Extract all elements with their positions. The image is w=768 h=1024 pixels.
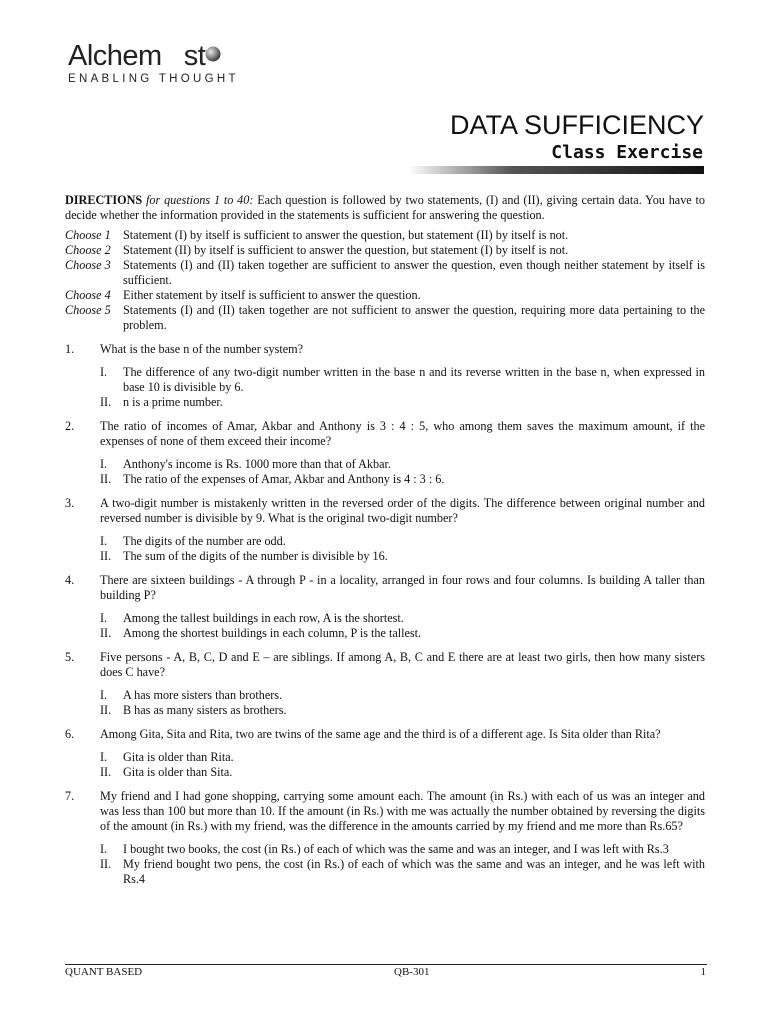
statement-text: B has as many sisters as brothers. — [123, 703, 287, 717]
directions-range: for questions 1 to 40: — [146, 193, 254, 207]
logo-tagline: ENABLING THOUGHT — [68, 73, 239, 85]
statement-text: I bought two books, the cost (in Rs.) of each of which was the same and was an integer, and I was left with Rs.3 — [123, 842, 669, 856]
statement-number: I. — [100, 611, 108, 625]
statement-number: I. — [100, 365, 108, 379]
statement-item — [100, 472, 705, 487]
choice-key: Choose 1 — [65, 228, 111, 242]
directions-text: Each question is followed by two statements, (I) and (II), giving certain data. You have to decide whether the information provided in the statements is sufficient for answering the question. — [65, 193, 705, 222]
choice-key: Choose 5 — [65, 303, 111, 317]
statement-list — [100, 750, 705, 780]
statement-number: I. — [100, 534, 108, 548]
statement-text: A has more sisters than brothers. — [123, 688, 283, 702]
question-text: A two-digit number is mistakenly written in the reversed order of the digits. The difference between original number and reversed number is divisible by 9. What is the original two-digit number? — [100, 496, 705, 525]
question-item — [65, 342, 705, 410]
logo-orb-icon — [205, 46, 221, 62]
question-number: 5. — [65, 650, 75, 664]
question-item — [65, 496, 705, 564]
statement-number: II. — [100, 395, 112, 409]
title-underline — [408, 166, 704, 174]
alchemist-logo — [68, 40, 258, 90]
choice-list — [65, 228, 705, 333]
statement-item — [100, 842, 705, 857]
statement-item — [100, 365, 705, 395]
statement-number: I. — [100, 688, 108, 702]
choice-item — [65, 258, 705, 288]
statement-text: The ratio of the expenses of Amar, Akbar and Anthony is 4 : 3 : 6. — [123, 472, 445, 486]
choice-item — [65, 228, 705, 243]
statement-number: II. — [100, 703, 112, 717]
statement-item — [100, 857, 705, 887]
statement-item — [100, 750, 705, 765]
page-subtitle: Class Exercise — [551, 142, 703, 163]
page-number: 1 — [700, 966, 706, 978]
page-title: DATA SUFFICIENCY — [449, 110, 704, 140]
statement-text: The difference of any two-digit number written in the base n and its reverse written in the base n, when expressed in base 10 is divisible by 6. — [123, 365, 705, 394]
question-item — [65, 573, 705, 641]
statement-item — [100, 765, 705, 780]
footer-divider — [65, 964, 707, 965]
question-number: 2. — [65, 419, 75, 433]
question-item — [65, 650, 705, 718]
question-number: 6. — [65, 727, 75, 741]
logo-word-right: st — [183, 40, 206, 72]
choice-text: Statement (II) by itself is sufficient to answer the question, but statement (I) by itself is not. — [123, 243, 569, 257]
statement-list — [100, 365, 705, 410]
question-text: The ratio of incomes of Amar, Akbar and Anthony is 3 : 4 : 5, who among them saves the maximum amount, if the expenses of none of them exceed their income? — [100, 419, 705, 448]
question-number: 7. — [65, 789, 75, 803]
question-number: 1. — [65, 342, 75, 356]
statement-item — [100, 626, 705, 641]
statement-number: I. — [100, 842, 108, 856]
question-text: Five persons - A, B, C, D and E – are siblings. If among A, B, C and E there are at least two girls, then how many sisters does C have? — [100, 650, 705, 679]
choice-text: Statement (I) by itself is sufficient to answer the question, but statement (II) by itself is not. — [123, 228, 569, 242]
statement-list — [100, 842, 705, 887]
choice-key: Choose 3 — [65, 258, 111, 272]
question-text: There are sixteen buildings - A through P - in a locality, arranged in four rows and four columns. Is building A taller than building P? — [100, 573, 705, 602]
statement-text: Among the shortest buildings in each column, P is the tallest. — [123, 626, 422, 640]
statement-item — [100, 395, 705, 410]
statement-text: My friend bought two pens, the cost (in Rs.) of each of which was the same and was an integer, and he was left with Rs.4 — [123, 857, 705, 886]
question-text: What is the base n of the number system? — [100, 342, 304, 356]
question-text: My friend and I had gone shopping, carrying some amount each. The amount (in Rs.) with each of us was an integer and was less than 100 but more than 10. If the amount (in Rs.) with me was actually the number obtained by reversing the digits of the amount (in Rs.) with my friend, was the difference in the amounts carried by my friend and me more than Rs.65? — [100, 789, 705, 833]
logo-wordmark — [68, 40, 205, 72]
question-item — [65, 419, 705, 487]
statement-item — [100, 703, 705, 718]
question-text: Among Gita, Sita and Rita, two are twins of the same age and the third is of a different age. Is Sita older than Rita? — [100, 727, 661, 741]
statement-text: The digits of the number are odd. — [123, 534, 286, 548]
statement-item — [100, 549, 705, 564]
statement-number: II. — [100, 472, 112, 486]
statement-list — [100, 534, 705, 564]
footer-section-label: QUANT BASED — [65, 966, 143, 978]
choice-text: Statements (I) and (II) taken together are sufficient to answer the question, even though neither statement by itself is sufficient. — [123, 258, 705, 287]
statement-item — [100, 611, 705, 626]
choice-item — [65, 288, 705, 303]
choice-key: Choose 2 — [65, 243, 111, 257]
statement-number: II. — [100, 765, 112, 779]
statement-number: II. — [100, 626, 112, 640]
statement-number: I. — [100, 457, 108, 471]
statement-text: The sum of the digits of the number is divisible by 16. — [123, 549, 388, 563]
question-number: 3. — [65, 496, 75, 510]
choice-item — [65, 243, 705, 258]
choice-key: Choose 4 — [65, 288, 111, 302]
question-number: 4. — [65, 573, 75, 587]
statement-text: Gita is older than Sita. — [123, 765, 233, 779]
choice-text: Statements (I) and (II) taken together are not sufficient to answer the question, requiring more data pertaining to the problem. — [123, 303, 705, 332]
footer-code: QB-301 — [394, 966, 430, 978]
choice-item — [65, 303, 705, 333]
question-item — [65, 727, 705, 780]
statement-text: Among the tallest buildings in each row, A is the shortest. — [123, 611, 404, 625]
directions-label: DIRECTIONS — [65, 193, 143, 207]
statement-number: II. — [100, 857, 112, 871]
statement-item — [100, 534, 705, 549]
question-item — [65, 789, 705, 887]
choice-text: Either statement by itself is sufficient to answer the question. — [123, 288, 421, 302]
statement-number: II. — [100, 549, 112, 563]
directions-paragraph — [65, 193, 705, 223]
statement-item — [100, 688, 705, 703]
statement-text: Gita is older than Rita. — [123, 750, 234, 764]
statement-list — [100, 688, 705, 718]
statement-number: I. — [100, 750, 108, 764]
logo-word-left: Alchem — [68, 40, 162, 72]
document-body — [65, 193, 705, 887]
statement-text: Anthony's income is Rs. 1000 more than that of Akbar. — [123, 457, 391, 471]
statement-list — [100, 457, 705, 487]
statement-item — [100, 457, 705, 472]
statement-text: n is a prime number. — [123, 395, 223, 409]
statement-list — [100, 611, 705, 641]
